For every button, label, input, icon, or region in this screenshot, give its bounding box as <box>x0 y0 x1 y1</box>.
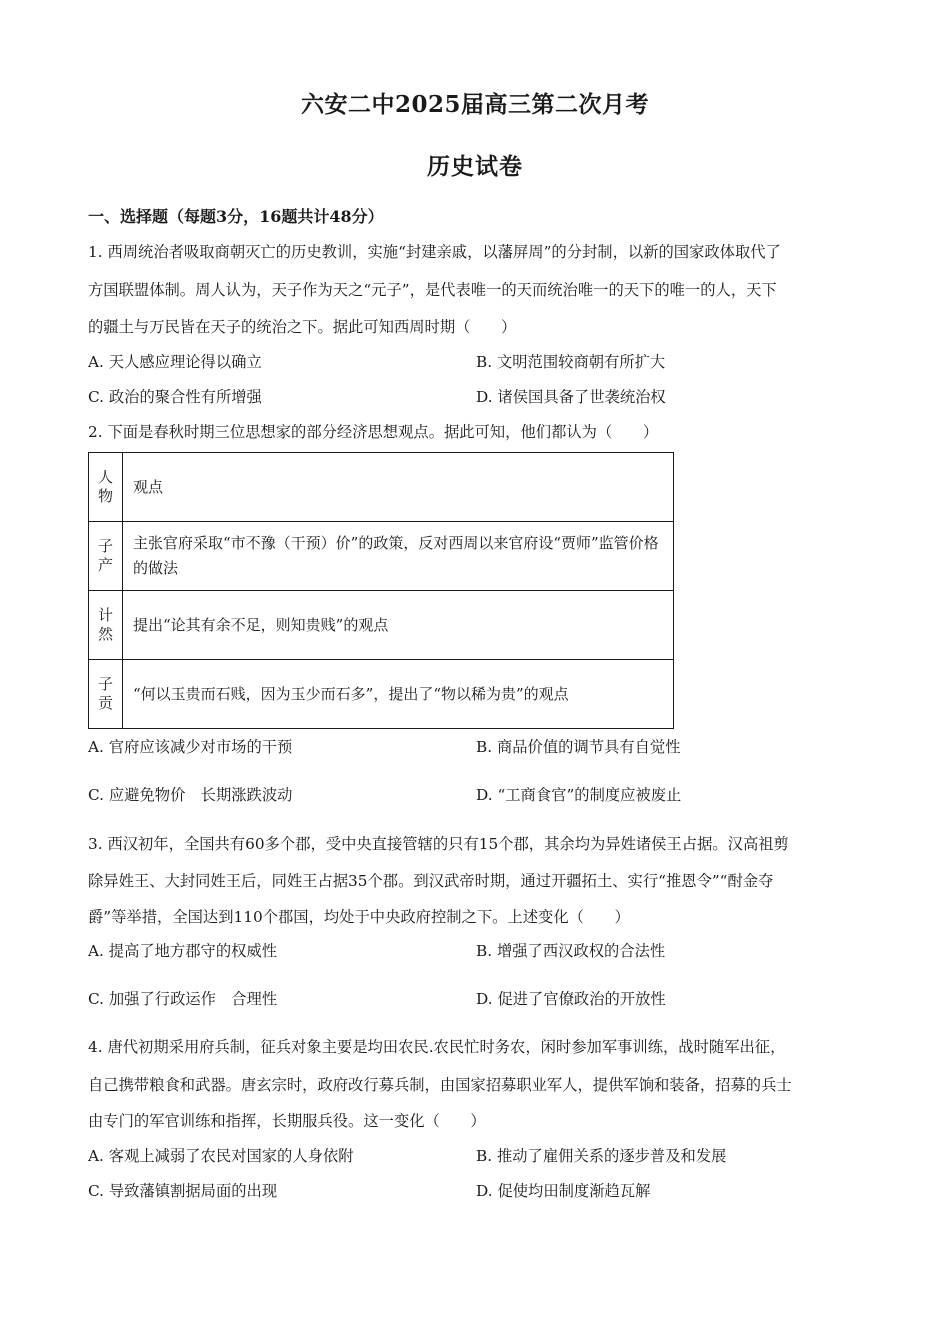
question-3-option-a[interactable]: A. 提高了地方郡守的权威性 <box>88 942 278 960</box>
question-1-option-a[interactable]: A. 天人感应理论得以确立 <box>88 353 262 371</box>
question-1-option-b[interactable]: B. 文明范围较商朝有所扩大 <box>476 353 666 371</box>
table-header-view: 观点 <box>123 453 674 522</box>
table-row <box>89 591 674 660</box>
table-row <box>89 660 674 729</box>
table-cell-view: 提出“论其有余不足，则知贵贱”的观点 <box>123 591 674 660</box>
question-1-line-2: 方国联盟体制。周人认为，天子作为天之“元子”，是代表唯一的天而统治唯一的天下的唯一的人，天下 <box>88 281 777 299</box>
question-3-option-c[interactable]: C. 加强了行政运作 合理性 <box>88 990 278 1008</box>
question-2-option-d[interactable]: D. “工商食官”的制度应被废止 <box>476 786 682 804</box>
question-3-line-3: 爵”等举措，全国达到110个郡国，均处于中央政府控制之下。上述变化（ ） <box>88 908 630 926</box>
question-1-option-d[interactable]: D. 诸侯国具备了世袭统治权 <box>476 388 666 406</box>
exam-subtitle: 历史试卷 <box>427 153 523 180</box>
question-2-line-1: 2. 下面是春秋时期三位思想家的部分经济思想观点。据此可知，他们都认为（ ） <box>88 423 659 441</box>
table-cell-person: 计 然 <box>89 591 123 660</box>
question-3-line-1: 3. 西汉初年，全国共有60多个郡，受中央直接管辖的只有15个郡，其余均为异姓诸侯王占据。汉高祖剪 <box>88 835 789 853</box>
table-cell-person: 子 贡 <box>89 660 123 729</box>
question-1-option-c[interactable]: C. 政治的聚合性有所增强 <box>88 388 262 406</box>
question-4-line-2: 自己携带粮食和武器。唐玄宗时，政府改行募兵制，由国家招募职业军人，提供军饷和装备，招募的兵士 <box>88 1076 792 1094</box>
question-3-option-b[interactable]: B. 增强了西汉政权的合法性 <box>476 942 666 960</box>
exam-title: 六安二中2025届高三第二次月考 <box>300 91 649 118</box>
question-3-line-2: 除异姓王、大封同姓王后，同姓王占据35个郡。到汉武帝时期，通过开疆拓土、实行“推恩令”“酎金夺 <box>88 872 774 890</box>
question-1-line-3: 的疆土与万民皆在天子的统治之下。据此可知西周时期（ ） <box>88 318 517 336</box>
table-cell-person: 子 产 <box>89 522 123 591</box>
table-header-person: 人 物 <box>89 453 123 522</box>
question-2-option-c[interactable]: C. 应避免物价 长期涨跌波动 <box>88 786 293 804</box>
table-cell-view: 主张官府采取“市不豫（干预）价”的政策，反对西周以来官府设“贾师”监管价格的做法 <box>123 522 674 591</box>
table-header-row <box>89 453 674 522</box>
question-4-option-a[interactable]: A. 客观上减弱了农民对国家的人身依附 <box>88 1147 354 1165</box>
table-cell-view: “何以玉贵而石贱，因为玉少而石多”，提出了“物以稀为贵”的观点 <box>123 660 674 729</box>
question-4-option-b[interactable]: B. 推动了雇佣关系的逐步普及和发展 <box>476 1147 727 1165</box>
question-4-line-1: 4. 唐代初期采用府兵制，征兵对象主要是均田农民.农民忙时务农，闲时参加军事训练，战时随军出征， <box>88 1038 786 1056</box>
question-4-option-d[interactable]: D. 促使均田制度渐趋瓦解 <box>476 1182 651 1200</box>
table-row <box>89 522 674 591</box>
question-2-option-a[interactable]: A. 官府应该减少对市场的干预 <box>88 738 293 756</box>
question-1-line-1: 1. 西周统治者吸取商朝灭亡的历史教训，实施“封建亲戚，以藩屏周”的分封制，以新的国家政体取代了 <box>88 243 781 261</box>
question-3-option-d[interactable]: D. 促进了官僚政治的开放性 <box>476 990 666 1008</box>
question-2-option-b[interactable]: B. 商品价值的调节具有自觉性 <box>476 738 681 756</box>
viewpoints-table <box>88 452 674 729</box>
question-4-line-3: 由专门的军官训练和指挥，长期服兵役。这一变化（ ） <box>88 1112 486 1130</box>
question-4-option-c[interactable]: C. 导致藩镇割据局面的出现 <box>88 1182 278 1200</box>
section-heading: 一、选择题（每题3分，16题共计48分） <box>88 207 384 226</box>
